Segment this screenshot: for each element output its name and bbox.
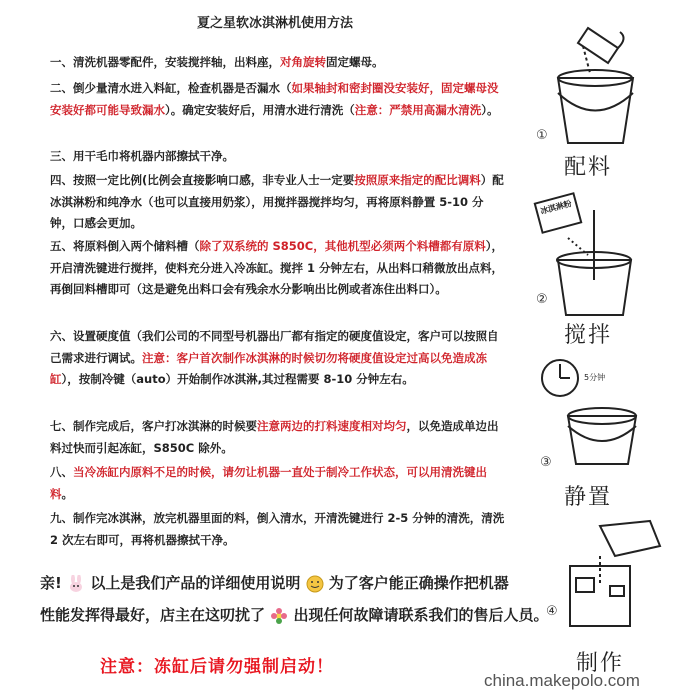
step-4: 四、按照一定比例(比例会直接影响口感，非专业人士一定要按照原来指定的配比调料）配冰淇淋粉和纯净水（也可以直接用奶浆），用搅拌器搅拌均匀，再将原料静置 5-10 分钟，口感会更加。 [50,173,504,230]
powder-bag-label: 冰淇淋粉 [539,199,573,216]
step-2: 二、倒少量清水进入料缸，检查机器是否漏水（如果轴封和密封圈没安装好，固定螺母没安装好都可能导致漏水）。确定安装好后，用清水进行清洗（注意：严禁用高漏水清洗）。 [50,81,499,117]
step-6: 六、设置硬度值（我们公司的不同型号机器出厂都有指定的硬度值设定，客户可以按照自己需求进行调试。注意：客户首次制作冰淇淋的时候切勿将硬度值设定过高以免造成冻缸），按制冷键（auto）开始制作冰淇淋,其过程需要 8-10 分钟左右。 [50,329,499,386]
step-3: 三、用干毛巾将机器内部擦拭干净。 [50,149,234,163]
machine-illustration [540,516,670,636]
step-7: 七、制作完成后，客户打冰淇淋的时候要注意两边的打料速度相对均匀，以免造成单边出料过快而引起冻缸，S850C 除外。 [50,419,499,455]
footer-line-2: 性能发挥得最好，店主在这叨扰了 出现任何故障请联系我们的售后人员。 [40,606,549,624]
step-number-1: ① [536,128,548,143]
footer-line-1: 亲! 以上是我们产品的详细使用说明 为了客户能正确操作把机器 [40,574,509,592]
step-1: 一、清洗机器零配件，安装搅拌轴，出料座，对角旋转固定螺母。 [50,55,384,69]
document-title: 夏之星软冰淇淋机使用方法 [196,16,353,31]
caption-rest: 静置 [564,485,613,510]
watermark: china.makepolo.com [484,671,640,690]
flower-icon [270,607,288,625]
timer-label: 5分钟 [584,373,606,382]
caption-stir: 搅拌 [564,323,613,348]
step-9: 九、制作完冰淇淋，放完机器里面的料，倒入清水，开清洗键进行 2-5 分钟的清洗，清洗 2 次左右即可，再将机器擦拭干净。 [50,511,505,547]
step-number-2: ② [536,292,548,307]
rest-illustration [538,356,648,466]
caption-make: 制作 [576,651,625,676]
warning-text: 注意：冻缸后请勿强制启动！ [100,657,334,677]
step-5: 五、将原料倒入两个储料槽（除了双系统的 S850C，其他机型必须两个料槽都有原料），开启清洗键进行搅拌，使料充分进入冷冻缸。搅拌 1 分钟左右，从出料口稍微放出点料，再倒回料槽即可（这是避免出料口会有残余水分影响出比例或者冻住出料口）。 [50,239,504,296]
caption-mix: 配料 [564,155,613,180]
smiley-icon [306,575,324,593]
bunny-icon [67,575,85,593]
step-number-3: ③ [540,455,552,470]
step-8: 八、当冷冻缸内原料不足的时候，请勿让机器一直处于制冷工作状态，可以用清洗键出料。 [50,465,487,501]
step-number-4: ④ [546,604,558,619]
ice-cream-machine-icon [540,516,670,636]
